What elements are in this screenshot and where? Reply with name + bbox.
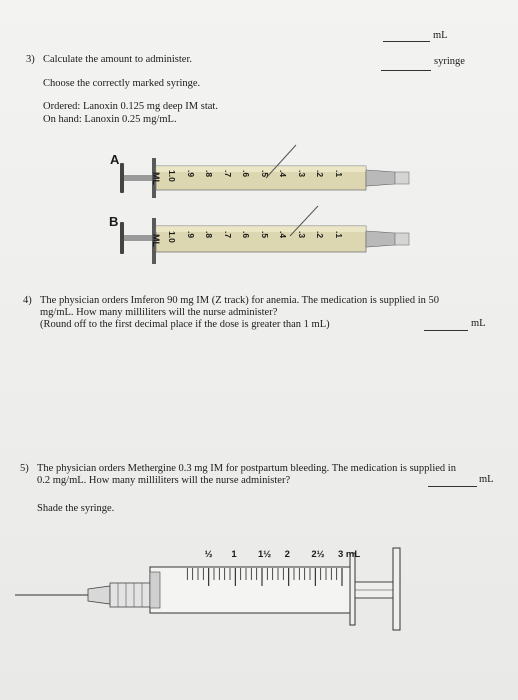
syringe-tick-label: .6	[241, 170, 251, 178]
syringe-b-unit: ML	[151, 234, 161, 247]
scale-label: 3 mL	[338, 549, 361, 560]
syringe-tick-label: .3	[296, 170, 307, 178]
q3-ordered: Ordered: Lanoxin 0.125 mg deep IM stat.	[43, 101, 218, 112]
q4-unit: mL	[471, 318, 486, 329]
q5-shade-text: Shade the syringe.	[37, 503, 115, 514]
q5-unit: mL	[479, 474, 494, 485]
scale-label: 2	[284, 549, 290, 560]
syringe-tick-label: 1.0	[167, 170, 177, 182]
syringe-a-unit: ML	[151, 172, 161, 185]
q3-amount-unit: mL	[433, 30, 448, 41]
syringe-tick-label: .5	[259, 170, 270, 178]
q3-number: 3)	[26, 54, 35, 65]
syringe-tick-label: .1	[333, 231, 344, 239]
q5-number: 5)	[20, 463, 29, 474]
syringe-tick-label: .9	[185, 231, 196, 239]
q3-choose-text: Choose the correctly marked syringe.	[43, 78, 201, 89]
q3-on-hand: On hand: Lanoxin 0.25 mg/mL.	[43, 114, 177, 125]
q5-line2: 0.2 mg/mL. How many milliliters will the nurse administer?	[37, 475, 291, 486]
syringe-tick-label: .6	[241, 231, 251, 239]
syringe-tick-label: .8	[204, 231, 214, 239]
syringe-b-label: B	[109, 214, 119, 229]
syringe-tick-label: .9	[185, 170, 196, 178]
scale-label: ½	[204, 549, 213, 560]
q3-syringe-unit: syringe	[434, 56, 465, 67]
q4-line2: mg/mL. How many milliliters will the nurse administer?	[40, 307, 278, 318]
q4-line1: The physician orders Imferon 90 mg IM (Z track) for anemia. The medication is supplied in 50	[40, 295, 439, 306]
syringe-tick-label: .1	[333, 170, 344, 178]
syringe-tick-label: .3	[296, 231, 307, 239]
syringe-tick-label: .2	[315, 231, 325, 239]
syringe-a-label: A	[110, 152, 120, 167]
syringe-tick-label: .4	[278, 231, 288, 239]
scale-label: 1½	[258, 549, 272, 560]
syringe-tick-label: .7	[222, 231, 233, 239]
q4-number: 4)	[23, 295, 32, 306]
syringe-tick-label: .5	[259, 231, 270, 239]
scale-label: 2½	[311, 549, 325, 560]
q5-line1: The physician orders Methergine 0.3 mg IM for postpartum bleeding. The medication is supplied in	[37, 463, 456, 474]
syringe-tick-label: .7	[222, 170, 233, 178]
q3-prompt: Calculate the amount to administer.	[43, 54, 193, 65]
syringe-tick-label: .2	[315, 170, 325, 178]
q4-line3: (Round off to the first decimal place if the dose is greater than 1 mL)	[40, 319, 330, 330]
syringe-tick-label: .8	[204, 170, 214, 178]
scale-label: 1	[231, 549, 237, 560]
syringe-tick-label: 1.0	[167, 231, 177, 243]
syringe-tick-label: .4	[278, 170, 288, 178]
